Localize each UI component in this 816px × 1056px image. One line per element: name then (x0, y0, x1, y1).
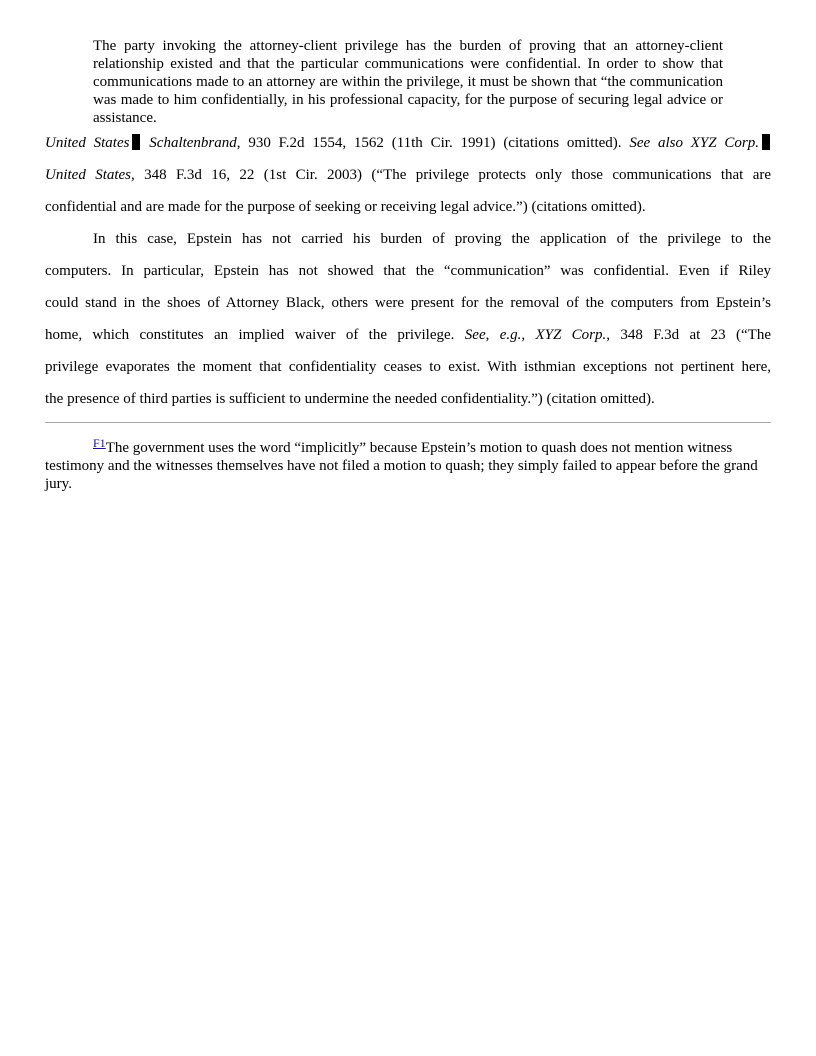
paragraph-line-4 (45, 325, 771, 345)
paragraph-text: , 348 F.3d at 23 (“The (606, 327, 771, 343)
case-signal: See, e.g., XYZ Corp. (464, 327, 607, 343)
see-also-signal: See also XYZ Corp. (629, 135, 760, 151)
footnote (45, 434, 771, 493)
citation-line-1 (45, 133, 771, 153)
footnote-marker-link[interactable]: F1 (93, 436, 106, 450)
footnote-text: The government uses the word “implicitly” because Epstein’s motion to quash does not mention witness testimony and the witnesses themselves have not filed a motion to quash; they simply failed to appear before the grand jury. (45, 440, 758, 492)
citation-line-2 (45, 165, 771, 185)
citation-text: , 348 F.3d 16, 22 (1st Cir. 2003) (“The privilege protects only those communications that are (131, 167, 772, 183)
paragraph-text: home, which constitutes an implied waiver of the privilege. (45, 327, 455, 343)
case-name: United States (45, 167, 132, 183)
redaction-mark (132, 134, 140, 150)
paragraph-line-1: In this case, Epstein has not carried his burden of proving the application of the privilege to the (93, 231, 771, 247)
paragraph-line-6: the presence of third parties is sufficient to undermine the needed confidentiality.”) (citation omitted). (45, 391, 655, 407)
footnote-divider (45, 422, 771, 423)
case-name: Schaltenbrand (149, 135, 237, 151)
citation-text: , 930 F.2d 1554, 1562 (11th Cir. 1991) (citations omitted). (236, 135, 622, 151)
case-name: United States (45, 135, 130, 151)
redaction-mark (762, 134, 770, 150)
paragraph-line-5: privilege evaporates the moment that confidentiality ceases to exist. With isthmian exceptions not pertinent here, (45, 359, 771, 375)
block-quote: The party invoking the attorney-client privilege has the burden of proving that an attorney-client relationship existed and that the particular communications were confidential. In order to show that communications made to an attorney are within the privilege, it must be shown that “the communication was made to him confidentially, in his professional capacity, for the purpose of securing legal advice or assistance. (93, 38, 723, 126)
paragraph-line-2: computers. In particular, Epstein has not showed that the “communication” was confidential. Even if Riley (45, 263, 771, 279)
citation-line-3: confidential and are made for the purpose of seeking or receiving legal advice.”) (citations omitted). (45, 199, 646, 215)
paragraph-line-3: could stand in the shoes of Attorney Black, others were present for the removal of the computers from Epstein’s (45, 295, 771, 311)
